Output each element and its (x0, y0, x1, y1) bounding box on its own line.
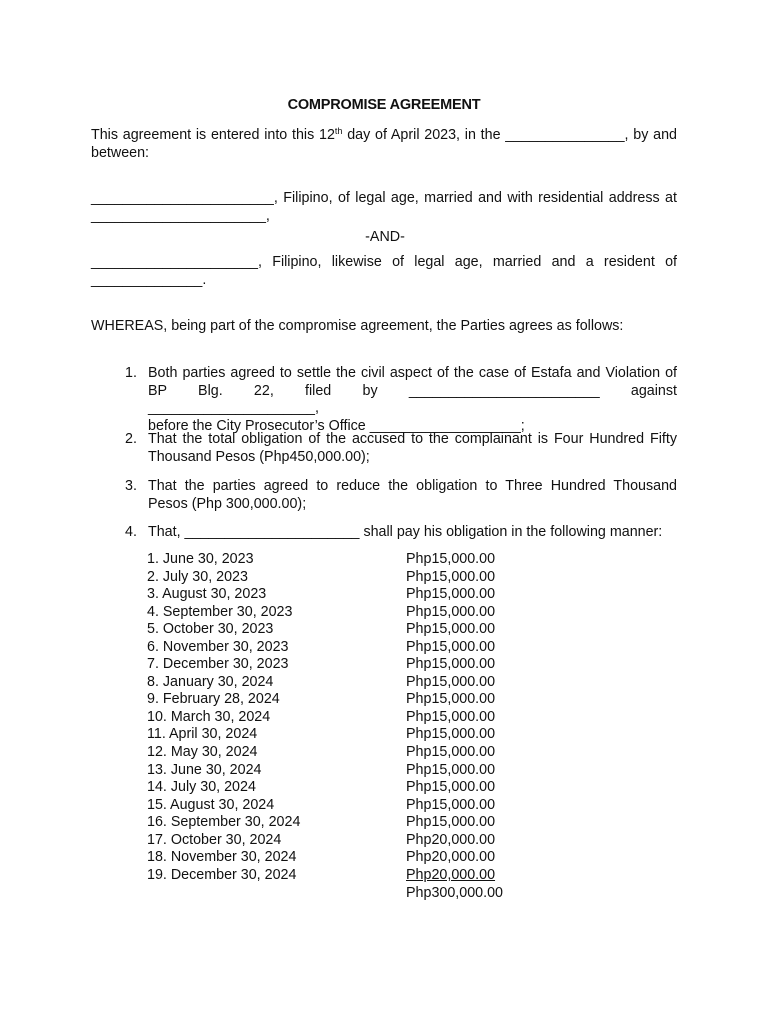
schedule-date: 9. February 28, 2024 (147, 691, 280, 708)
schedule-row (147, 797, 527, 815)
schedule-date: 19. December 30, 2024 (147, 866, 297, 883)
schedule-row (147, 849, 527, 867)
second-party-line-2: ______________. (91, 271, 207, 288)
item-number: 4. (125, 524, 137, 540)
whereas-clause: WHEREAS, being part of the compromise agreement, the Parties agrees as follows: (91, 318, 624, 334)
schedule-amount: Php15,000.00 (406, 603, 496, 620)
schedule-row (147, 569, 527, 587)
schedule-date: 2. July 30, 2023 (147, 568, 248, 585)
second-party-paragraph (91, 254, 677, 289)
schedule-row (147, 744, 527, 762)
schedule-amount: Php15,000.00 (406, 586, 496, 603)
schedule-row (147, 639, 527, 657)
schedule-amount: Php15,000.00 (406, 551, 496, 567)
schedule-amount: Php20,000.00 (406, 866, 496, 883)
schedule-date: 3. August 30, 2023 (147, 586, 267, 603)
schedule-row (147, 551, 527, 569)
schedule-amount: Php15,000.00 (406, 568, 496, 585)
schedule-row (147, 621, 527, 639)
schedule-date: 11. April 30, 2024 (147, 726, 258, 743)
item-line: Both parties agreed to settle the civil aspect of the case of Estafa and Violation of (148, 365, 677, 381)
schedule-row (147, 709, 527, 727)
schedule-amount: Php15,000.00 (406, 796, 496, 813)
schedule-row (147, 867, 527, 885)
schedule-amount: Php15,000.00 (406, 744, 496, 761)
schedule-row (147, 832, 527, 850)
item-line: Pesos (Php 300,000.00); (148, 495, 307, 512)
schedule-amount: Php15,000.00 (406, 814, 496, 831)
schedule-date: 4. September 30, 2023 (147, 603, 293, 620)
item-number: 2. (125, 431, 137, 447)
first-party-line-2: ______________________, (91, 207, 270, 224)
schedule-amount: Php15,000.00 (406, 638, 496, 655)
intro-line-2: between: (91, 144, 150, 161)
schedule-date: 10. March 30, 2024 (147, 708, 271, 725)
schedule-amount: Php15,000.00 (406, 691, 496, 708)
schedule-amount: Php20,000.00 (406, 831, 496, 848)
item-line: That the total obligation of the accused to the complainant is Four Hundred Fifty (148, 431, 677, 447)
first-party-line-1: _______________________, Filipino, of legal age, married and with residential address at (91, 190, 677, 206)
schedule-date: 7. December 30, 2023 (147, 656, 289, 673)
item-line: before the City Prosecutor’s Office ___________________; (148, 417, 525, 434)
schedule-date: 15. August 30, 2024 (147, 796, 275, 813)
schedule-row (147, 656, 527, 674)
schedule-amount: Php15,000.00 (406, 673, 496, 690)
schedule-date: 14. July 30, 2024 (147, 779, 256, 796)
schedule-date: 18. November 30, 2024 (147, 849, 297, 866)
schedule-row (147, 814, 527, 832)
schedule-row (147, 604, 527, 622)
first-party-paragraph (91, 190, 677, 225)
and-separator: -AND- (365, 229, 405, 245)
item-line: BP Blg. 22, filed by ________________________ against _____________________, (148, 382, 677, 416)
intro-line-1: This agreement is entered into this 12th day of April 2023, in the _______________, by and (91, 126, 677, 143)
second-party-line-1: _____________________, Filipino, likewise of legal age, married and a resident of (91, 254, 677, 270)
schedule-date: 13. June 30, 2024 (147, 761, 262, 778)
schedule-amount: Php15,000.00 (406, 761, 496, 778)
item-line: That, ______________________ shall pay his obligation in the following manner: (148, 524, 663, 540)
schedule-amount: Php20,000.00 (406, 849, 496, 866)
schedule-date: 17. October 30, 2024 (147, 831, 282, 848)
payment-total: Php300,000.00 (406, 885, 503, 901)
item-line: Thousand Pesos (Php450,000.00); (148, 448, 370, 465)
schedule-date: 16. September 30, 2024 (147, 814, 301, 831)
schedule-date: 1. June 30, 2023 (147, 551, 254, 567)
schedule-amount: Php15,000.00 (406, 621, 496, 638)
document-title: COMPROMISE AGREEMENT (287, 97, 481, 113)
item-line: That the parties agreed to reduce the obligation to Three Hundred Thousand (148, 478, 677, 494)
item-number: 1. (125, 365, 137, 381)
schedule-date: 5. October 30, 2023 (147, 621, 274, 638)
schedule-amount: Php15,000.00 (406, 726, 496, 743)
schedule-row (147, 726, 527, 744)
schedule-row (147, 762, 527, 780)
intro-paragraph (91, 127, 677, 162)
schedule-row (147, 691, 527, 709)
schedule-row (147, 586, 527, 604)
schedule-row (147, 674, 527, 692)
schedule-amount: Php15,000.00 (406, 779, 496, 796)
payment-schedule (147, 551, 527, 884)
schedule-date: 6. November 30, 2023 (147, 638, 289, 655)
schedule-date: 12. May 30, 2024 (147, 744, 258, 761)
schedule-row (147, 779, 527, 797)
schedule-amount: Php15,000.00 (406, 656, 496, 673)
item-number: 3. (125, 478, 137, 494)
schedule-date: 8. January 30, 2024 (147, 673, 274, 690)
schedule-amount: Php15,000.00 (406, 708, 496, 725)
